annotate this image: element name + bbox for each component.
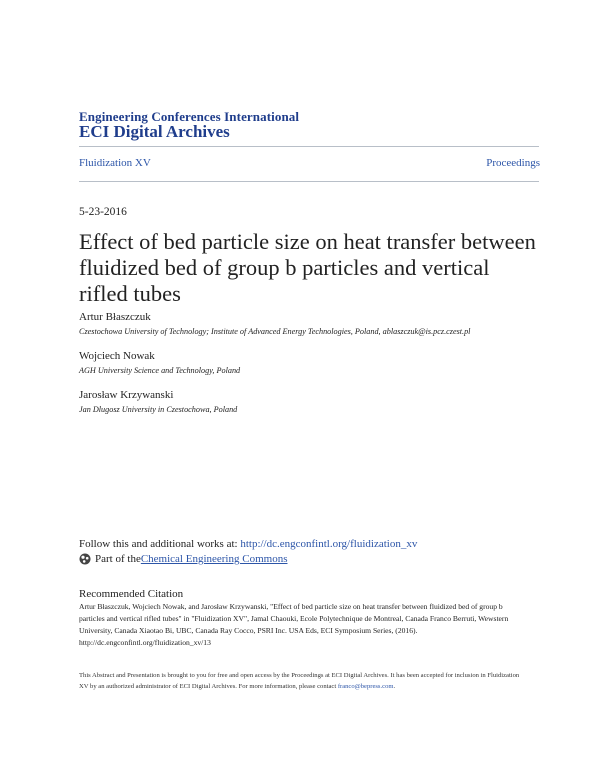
author-affiliation: Jan Dlugosz University in Czestochowa, Poland bbox=[79, 405, 238, 414]
archive-name[interactable]: ECI Digital Archives bbox=[79, 122, 230, 141]
contact-email-link[interactable]: franco@bepress.com bbox=[337, 683, 394, 690]
publication-date: 5-23-2016 bbox=[79, 206, 127, 218]
footer-end: . bbox=[393, 683, 396, 690]
commons-link[interactable]: Chemical Engineering Commons bbox=[140, 553, 288, 565]
author-name: Artur Błaszczuk bbox=[79, 311, 151, 323]
paper-title: Effect of bed particle size on heat transfer between fluidized bed of group b particles and vertical rifled tubes bbox=[79, 229, 536, 306]
footer-notice bbox=[79, 670, 529, 692]
author-name: Wojciech Nowak bbox=[79, 350, 155, 362]
part-of-prefix: Part of the bbox=[95, 553, 141, 565]
org-name: Engineering Conferences International bbox=[79, 109, 300, 124]
author-affiliation: AGH University Science and Technology, Poland bbox=[79, 366, 241, 375]
collection-divider bbox=[79, 181, 539, 182]
author-name: Jarosław Krzywanski bbox=[79, 389, 174, 401]
author-affiliation: Czestochowa University of Technology; Institute of Advanced Energy Technologies, Poland, ablaszczuk@is.pcz.czest.pl bbox=[79, 327, 471, 336]
citation-text: Artur Błaszczuk, Wojciech Nowak, and Jarosław Krzywanski, "Effect of bed particle size on heat transfer between fluidized bed of group b particles and vertical rifled tubes" in "Fluidization XV", Jamal Chaouki, Ecole Polytechnique de Montreal, Canada Franco Berruti, Wewstern University, Canada Xiaotao Bi, UBC, Canada Ray Cocco, PSRI Inc. USA Eds, ECI Symposium Series, (2016). http://dc.engconfintl.org/fluidization_xv/13 bbox=[79, 602, 509, 647]
follow-url-link[interactable]: http://dc.engconfintl.org/fluidization_xv bbox=[240, 538, 418, 550]
citation-heading: Recommended Citation bbox=[79, 588, 184, 600]
header-divider bbox=[79, 146, 539, 147]
proceedings-link[interactable]: Proceedings bbox=[486, 157, 540, 169]
part-of-line bbox=[79, 553, 287, 565]
follow-prefix: Follow this and additional works at: bbox=[79, 538, 241, 550]
footer-text: This Abstract and Presentation is brought to you for free and open access by the Proceedings at ECI Digital Archives. It has been accepted for inclusion in Fluidization XV by an authorized administrator of ECI Digital Archives. For more information, please contact bbox=[79, 672, 520, 690]
follow-line bbox=[79, 538, 417, 550]
bepress-network-icon bbox=[79, 553, 91, 565]
collection-link[interactable]: Fluidization XV bbox=[79, 157, 151, 169]
